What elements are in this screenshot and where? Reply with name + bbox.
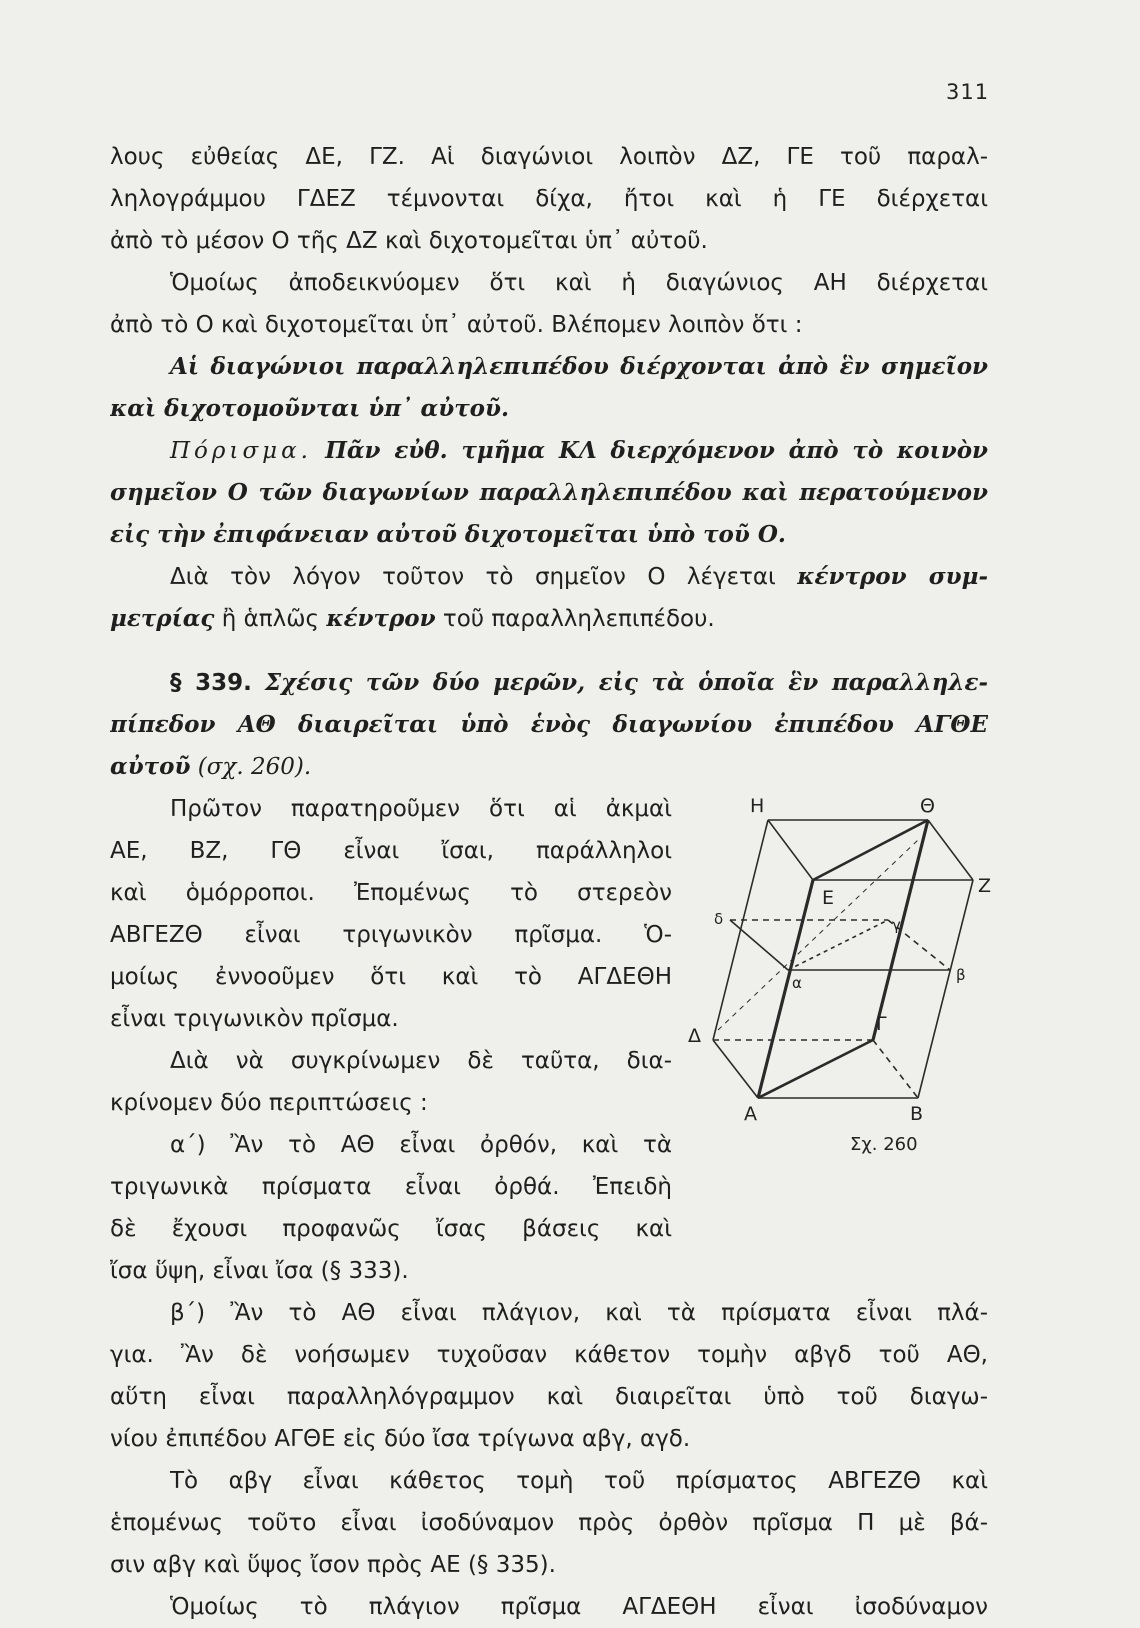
plane-edge-E-Theta [813, 820, 928, 880]
section-title: αὐτοῦ [110, 753, 191, 780]
text-line: λους εὐθείας ΔΕ, ΓΖ. Αἱ διαγώνιοι λοιπὸν ΔΖ, ΓΕ τοῦ παραλ- [110, 144, 988, 170]
text-line: καὶ ὁμόρροποι. Ἐπομένως τὸ στερεὸν [110, 880, 672, 906]
section-diagonal-alpha-gamma [788, 920, 888, 970]
text-line [110, 556, 988, 598]
text-line: Διὰ νὰ συγκρίνωμεν δὲ ταῦτα, δια- [170, 1048, 672, 1074]
label-Gamma: Γ [876, 1013, 887, 1035]
corollary-label: Πόρισμα. [170, 438, 312, 464]
edge-H-E [768, 820, 813, 880]
text-with-figure [110, 788, 992, 1292]
term-emphasis: κέντρον συμ- [797, 563, 988, 590]
edge-Theta-Z [928, 820, 973, 880]
label-alpha: α [792, 974, 802, 992]
label-delta: δ [714, 910, 724, 928]
label-Delta: Δ [688, 1025, 701, 1047]
text-line: ΑΒΓΕΖΘ εἶναι τριγωνικὸν πρῖσμα. Ὁ- [110, 922, 672, 948]
corollary-line: σημεῖον Ο τῶν διαγωνίων παραλληλεπιπέδου καὶ περατούμενον [110, 479, 988, 506]
term-emphasis: κέντρον [326, 605, 436, 632]
section-gap [110, 640, 988, 662]
label-beta: β [956, 966, 966, 984]
text-line: σιν αβγ καὶ ὕψος ἴσον πρὸς ΑΕ (§ 335). [110, 1552, 556, 1578]
corollary-line [110, 430, 988, 472]
theorem-line: καὶ διχοτομοῦνται ὑπ᾽ αὐτοῦ. [110, 395, 509, 422]
text-line: αὕτη εἶναι παραλληλόγραμμον καὶ διαιρεῖται ὑπὸ τοῦ διαγω- [110, 1384, 988, 1410]
text-line [110, 598, 988, 640]
page-body [110, 136, 992, 1628]
corollary-text: Πᾶν εὐθ. τμῆμα ΚΛ διερχόμενον ἀπὸ τὸ κοινὸν [325, 437, 988, 464]
text-line: Τὸ αβγ εἶναι κάθετος τομὴ τοῦ πρίσματος ΑΒΓΕΖΘ καὶ [170, 1468, 988, 1494]
text-line: νίου ἐπιπέδου ΑΓΘΕ εἰς δύο ἴσα τρίγωνα αβγ, αγδ. [110, 1426, 691, 1452]
text-line: α΄) Ἂν τὸ ΑΘ εἶναι ὀρθόν, καὶ τὰ [170, 1132, 672, 1158]
page-number: 311 [946, 80, 990, 104]
text-line: μοίως ἐννοοῦμεν ὅτι καὶ τὸ ΑΓΔΕΘΗ [110, 964, 672, 990]
label-E: Ε [822, 887, 835, 909]
label-gamma: γ [892, 916, 901, 934]
label-Z: Z [978, 875, 992, 897]
label-H: Η [750, 795, 765, 817]
text-line: για. Ἂν δὲ νοήσωμεν τυχοῦσαν κάθετον τομὴν αβγδ τοῦ ΑΘ, [110, 1342, 988, 1368]
text-line: ΑΕ, ΒΖ, ΓΘ εἶναι ἴσαι, παράλληλοι [110, 838, 672, 864]
text-line: δὲ ἔχουσι προφανῶς ἴσας βάσεις καὶ [110, 1216, 672, 1242]
text-line: ἴσα ὕψη, εἶναι ἴσα (§ 333). [110, 1258, 409, 1284]
text-segment: Διὰ τὸν λόγον τοῦτον τὸ σημεῖον Ο λέγεται [170, 564, 776, 590]
corollary-line: εἰς τὴν ἐπιφάνειαν αὐτοῦ διχοτομεῖται ὑπὸ τοῦ Ο. [110, 521, 786, 548]
section-title: Σχέσις τῶν δύο μερῶν, εἰς τὰ ὁποῖα ἓν παραλληλε- [264, 669, 988, 696]
section-number: § 339. [170, 670, 252, 696]
plane-edge-A-Gamma [758, 1040, 873, 1098]
text-line: Πρῶτον παρατηροῦμεν ὅτι αἱ ἀκμαὶ [170, 796, 672, 822]
figure-260 [678, 780, 998, 1160]
text-segment: ἢ ἁπλῶς [221, 606, 320, 632]
text-line: ἀπὸ τὸ μέσον Ο τῆς ΔΖ καὶ διχοτομεῖται ὑπ᾽ αὐτοῦ. [110, 228, 708, 254]
text-line: β΄) Ἂν τὸ ΑΘ εἶναι πλάγιον, καὶ τὰ πρίσματα εἶναι πλά- [170, 1300, 988, 1326]
term-emphasis: μετρίας [110, 605, 215, 632]
edge-Delta-A [713, 1040, 758, 1098]
parallelepiped-diagram [678, 780, 998, 1160]
text-line: εἶναι τριγωνικὸν πρῖσμα. [110, 1006, 399, 1032]
edge-Gamma-B [873, 1040, 918, 1098]
theorem-line: Αἱ διαγώνιοι παραλληλεπιπέδου διέρχονται ἀπὸ ἓν σημεῖον [170, 353, 988, 380]
narrow-column [110, 788, 672, 1292]
section-delta-alpha [730, 920, 788, 970]
text-segment: τοῦ παραλληλεπιπέδου. [442, 606, 715, 632]
text-line: τριγωνικὰ πρίσματα εἶναι ὀρθά. Ἐπειδὴ [110, 1174, 672, 1200]
text-line: κρίνομεν δύο περιπτώσεις : [110, 1090, 428, 1116]
text-line: ληλογράμμου ΓΔΕΖ τέμνονται δίχα, ἤτοι καὶ ἡ ΓΕ διέρχεται [110, 186, 988, 212]
label-A: Α [744, 1103, 757, 1125]
text-line: ἑπομένως τοῦτο εἶναι ἰσοδύναμον πρὸς ὀρθὸν πρῖσμα Π μὲ βά- [110, 1510, 988, 1536]
text-line: ἀπὸ τὸ Ο καὶ διχοτομεῖται ὑπ᾽ αὐτοῦ. Βλέπομεν λοιπὸν ὅτι : [110, 312, 803, 338]
text-line: Ὁμοίως ἀποδεικνύομεν ὅτι καὶ ἡ διαγώνιος ΑΗ διέρχεται [170, 270, 988, 296]
section-heading-line: πίπεδον ΑΘ διαιρεῖται ὑπὸ ἑνὸς διαγωνίου ἐπιπέδου ΑΓΘΕ [110, 711, 988, 738]
plane-edge-A-E [758, 880, 813, 1098]
text-line: Ὁμοίως τὸ πλάγιον πρῖσμα ΑΓΔΕΘΗ εἶναι ἰσοδύναμον [170, 1594, 988, 1620]
label-Theta: Θ [920, 795, 935, 817]
edge-Z-B [918, 880, 973, 1098]
label-B: Β [910, 1103, 924, 1125]
figure-reference: (σχ. 260). [197, 754, 312, 780]
section-heading-line [110, 662, 988, 704]
figure-caption: Σχ. 260 [850, 1134, 918, 1155]
